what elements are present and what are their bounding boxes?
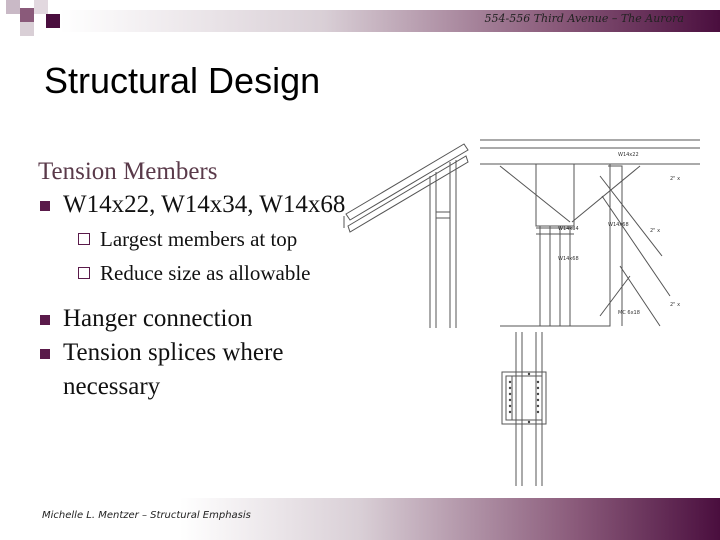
tension-splice-detail: [502, 332, 546, 486]
slide-title: Structural Design: [44, 60, 321, 101]
bullet-text: Hanger connection: [63, 305, 253, 332]
decor-square: [6, 0, 20, 14]
bullet-text: Tension splices where necessary: [63, 339, 284, 400]
sloped-beam-detail: [344, 144, 468, 328]
drawing-label: W14x68: [608, 222, 629, 228]
drawing-label: 2" x: [670, 176, 681, 182]
header-project-title: 554-556 Third Avenue – The Aurora: [484, 12, 684, 25]
square-bullet-icon: [40, 201, 50, 211]
sub-bullet-text: Largest members at top: [100, 227, 298, 251]
decor-square: [46, 14, 60, 28]
hollow-square-bullet-icon: [78, 267, 90, 279]
drawing-label: W14x68: [558, 256, 579, 262]
drawing-label: 2" x: [650, 228, 661, 234]
sub-bullet-item: [78, 256, 358, 290]
hanger-connection-drawing: [340, 136, 700, 488]
drawing-label: 2" x: [670, 302, 681, 308]
square-bullet-icon: [40, 349, 50, 359]
hanger-elevation-detail: [480, 140, 700, 326]
bullet-item: [38, 302, 358, 336]
footer-credit: Michelle L. Mentzer – Structural Emphasis: [42, 510, 251, 521]
splice-bolts: [509, 373, 539, 423]
drawing-label: MC 6x18: [618, 310, 640, 316]
slide-content: [38, 156, 358, 404]
drawing-label: W14x22: [618, 152, 639, 158]
bullet-item: [38, 336, 358, 404]
decor-square: [34, 0, 48, 14]
bullet-item: [38, 188, 358, 222]
drawing-label: W14x34: [558, 226, 579, 232]
section-heading: Tension Members: [38, 158, 218, 185]
decor-square: [20, 8, 34, 22]
square-bullet-icon: [40, 315, 50, 325]
bullet-text: W14x22, W14x34, W14x68: [63, 191, 346, 218]
hollow-square-bullet-icon: [78, 233, 90, 245]
sub-bullet-text: Reduce size as allowable: [100, 261, 311, 285]
decor-square: [20, 22, 34, 36]
sub-bullet-item: [78, 222, 358, 256]
